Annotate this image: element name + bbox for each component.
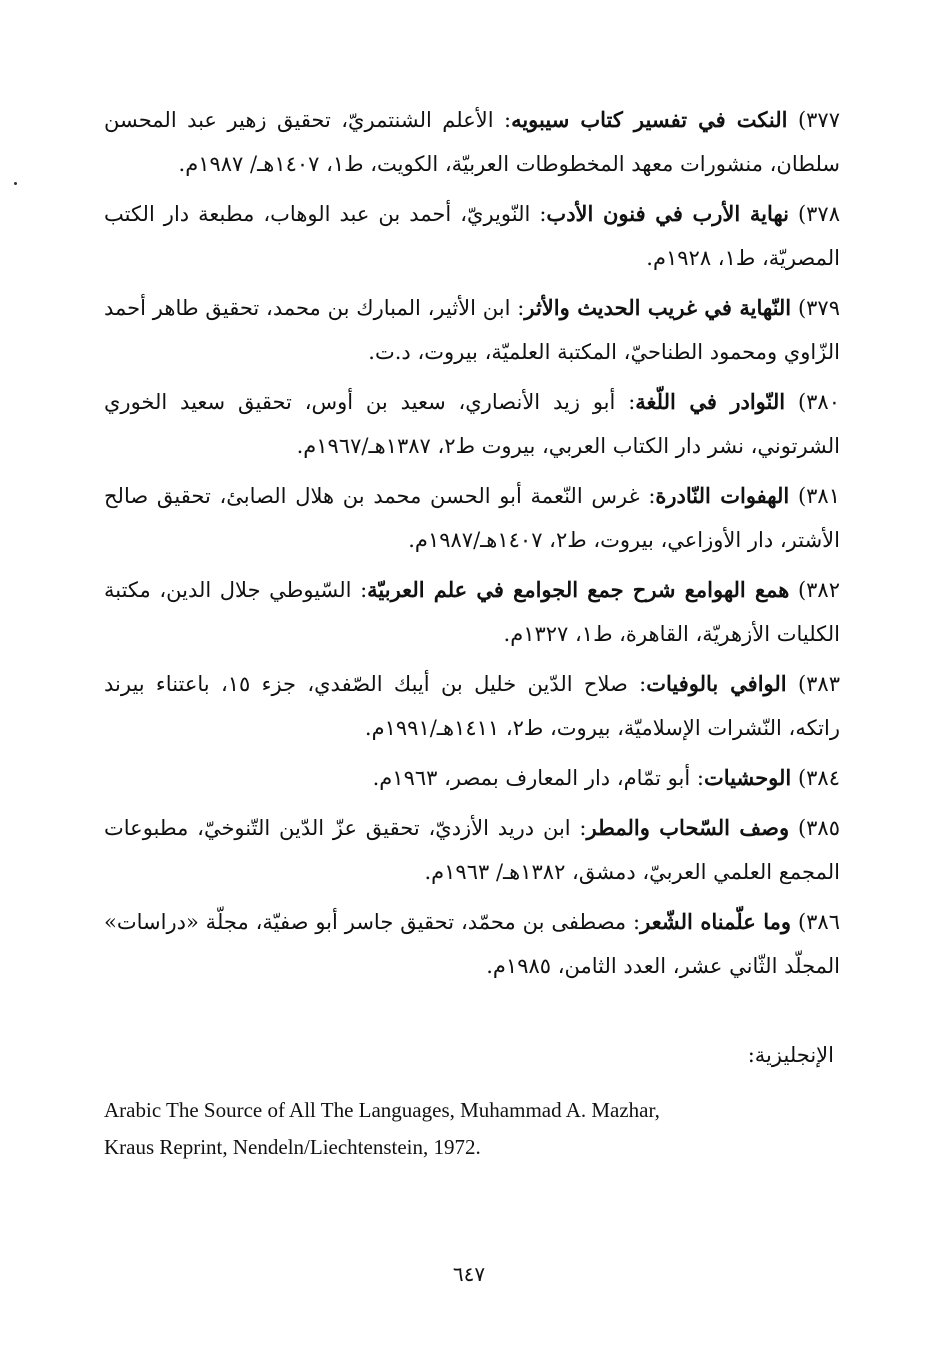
reference-title: وما علّمناه الشّعر	[640, 909, 792, 934]
reference-number: ٣٧٨)	[797, 202, 840, 226]
reference-details: : ابن دريد الأزديّ، تحقيق عزّ الدّين التّنوخيّ، مطبوعات المجمع العلمي العربيّ، دمشق، ١٣٨٢هـ/ ١٩٦٣م.	[104, 816, 840, 884]
reference-title: وصف السّحاب والمطر	[586, 815, 790, 840]
english-reference-line-2: Kraus Reprint, Nendeln/Liechtenstein, 1972.	[104, 1135, 481, 1159]
english-section-heading: الإنجليزية:	[747, 1043, 834, 1067]
reference-number: ٣٧٩)	[797, 296, 840, 320]
reference-number: ٣٨٥)	[797, 816, 840, 840]
reference-entry-378	[104, 192, 840, 280]
reference-entry-383	[104, 662, 840, 750]
reference-details: : الأعلم الشنتمريّ، تحقيق زهير عبد المحسن سلطان، منشورات معهد المخطوطات العربيّة، الكويت، ط١، ١٤٠٧هـ/ ١٩٨٧م.	[104, 108, 840, 176]
reference-entry-382	[104, 568, 840, 656]
reference-title: النّهاية في غريب الحديث والأثر	[524, 295, 792, 320]
arabic-reference-list	[104, 98, 840, 994]
reference-details: : النّويريّ، أحمد بن عبد الوهاب، مطبعة دار الكتب المصريّة، ط١، ١٩٢٨م.	[104, 202, 840, 270]
reference-number: ٣٨٢)	[797, 578, 840, 602]
reference-details: : السّيوطي جلال الدين، مكتبة الكليات الأزهريّة، القاهرة، ط١، ١٣٢٧م.	[104, 578, 840, 646]
reference-entry-381	[104, 474, 840, 562]
english-reference-list	[104, 1092, 840, 1166]
reference-details: : ابن الأثير، المبارك بن محمد، تحقيق طاهر أحمد الزّاوي ومحمود الطناحيّ، المكتبة العلميّة، بيروت، د.ت.	[104, 296, 840, 364]
reference-number: ٣٧٧)	[797, 108, 840, 132]
reference-entry-380	[104, 380, 840, 468]
reference-number: ٣٨٣)	[797, 672, 840, 696]
reference-number: ٣٨١)	[797, 484, 840, 508]
reference-entry-385	[104, 806, 840, 894]
reference-entry-386	[104, 900, 840, 988]
reference-details: : مصطفى بن محمّد، تحقيق جاسر أبو صفيّة، مجلّة «دراسات» المجلّد الثّاني عشر، العدد الثامن، ١٩٨٥م.	[104, 910, 840, 978]
reference-entry-379	[104, 286, 840, 374]
reference-details: : غرس النّعمة أبو الحسن محمد بن هلال الصابئ، تحقيق صالح الأشتر، دار الأوزاعي، بيروت، ط٢، ١٤٠٧هـ/١٩٨٧م.	[104, 484, 840, 552]
reference-number: ٣٨٤)	[797, 766, 840, 790]
reference-entry-384	[104, 756, 840, 800]
reference-details: : أبو زيد الأنصاري، سعيد بن أوس، تحقيق سعيد الخوري الشرتوني، نشر دار الكتاب العربي، بيروت ط٢، ١٣٨٧هـ/١٩٦٧م.	[104, 390, 840, 458]
reference-title: النكت في تفسير كتاب سيبويه	[511, 107, 788, 132]
reference-title: همع الهوامع شرح جمع الجوامع في علم العربيّة	[367, 577, 790, 602]
english-reference-line-1: Arabic The Source of All The Languages, Muhammad A. Mazhar,	[104, 1098, 660, 1122]
margin-speck	[14, 182, 17, 185]
reference-title: الوافي بالوفيات	[646, 671, 787, 696]
page-number: ٦٤٧	[452, 1262, 486, 1286]
reference-title: نهاية الأرب في فنون الأدب	[546, 201, 789, 226]
reference-title: الوحشيات	[703, 765, 792, 790]
reference-title: النّوادر في اللّغة	[635, 389, 786, 414]
reference-entry-377	[104, 98, 840, 186]
reference-title: الهفوات النّادرة	[655, 483, 790, 508]
reference-details: : أبو تمّام، دار المعارف بمصر، ١٩٦٣م.	[372, 766, 704, 790]
reference-number: ٣٨٦)	[797, 910, 840, 934]
reference-number: ٣٨٠)	[797, 390, 840, 414]
reference-details: : صلاح الدّين خليل بن أيبك الصّفدي، جزء ١٥، باعتناء بيرند راتكه، النّشرات الإسلاميّة، بيروت، ط٢، ١٤١١هـ/١٩٩١م.	[104, 672, 840, 740]
